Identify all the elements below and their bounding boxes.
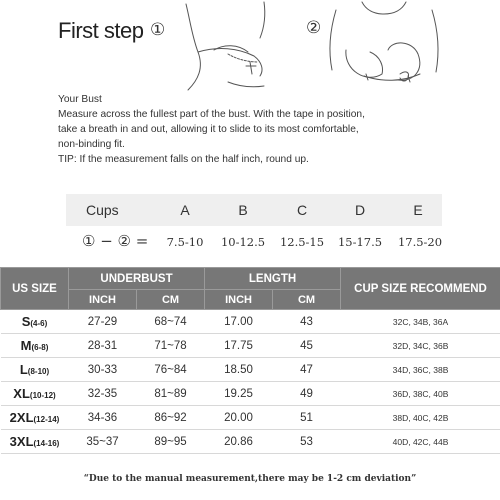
header-underbust-inch: INCH (69, 290, 137, 310)
measurement-deviation-note: “Due to the manual measurement,there may be 1-2 cm deviation” (83, 474, 417, 484)
size-cell: XL(10-12) (1, 382, 69, 406)
instructions-heading: Your Bust (58, 94, 102, 105)
length-inch-cell: 17.75 (205, 334, 273, 358)
cup-letter-a: A (180, 202, 190, 218)
underbust-cm-cell: 86~92 (137, 406, 205, 430)
length-inch-cell: 20.86 (205, 430, 273, 454)
bust-measurement-sketch-side (168, 0, 288, 92)
length-cm-cell: 53 (273, 430, 341, 454)
cup-recommend-cell: 32C, 34B, 36A (341, 310, 500, 334)
header-underbust-cm: CM (137, 290, 205, 310)
cup-recommend-cell: 40D, 42C, 44B (341, 430, 500, 454)
underbust-inch-cell: 28-31 (69, 334, 137, 358)
table-row (1, 382, 500, 406)
table-row (1, 406, 500, 430)
underbust-inch-cell: 32-35 (69, 382, 137, 406)
length-inch-cell: 20.00 (205, 406, 273, 430)
cup-range-d: 15-17.5 (337, 235, 383, 249)
size-chart-table (0, 267, 500, 454)
header-cup-size-recommend: CUP SIZE RECOMMEND (341, 268, 500, 310)
instructions-line-2: take a breath in and out, allowing it to slide to its most comfortable, (58, 124, 359, 135)
underbust-cm-cell: 76~84 (137, 358, 205, 382)
size-cell: M(6-8) (1, 334, 69, 358)
cup-difference-formula: ① − ② = (82, 232, 149, 250)
cup-letter-d: D (354, 202, 366, 218)
length-inch-cell: 18.50 (205, 358, 273, 382)
header-length-cm: CM (273, 290, 341, 310)
length-cm-cell: 43 (273, 310, 341, 334)
length-cm-cell: 47 (273, 358, 341, 382)
table-row (1, 310, 500, 334)
header-underbust: UNDERBUST (69, 268, 205, 290)
cup-range-b: 10-12.5 (220, 235, 266, 249)
size-cell: L(8-10) (1, 358, 69, 382)
size-cell: 3XL(14-16) (1, 430, 69, 454)
cup-recommend-cell: 32D, 34C, 36B (341, 334, 500, 358)
cup-range-e: 17.5-20 (397, 235, 443, 249)
measurement-instructions (58, 92, 365, 167)
cups-label: Cups (86, 202, 119, 218)
cup-range-a: 7.5-10 (166, 235, 204, 249)
underbust-inch-cell: 35~37 (69, 430, 137, 454)
size-cell: S(4-6) (1, 310, 69, 334)
page-title: First step (58, 18, 144, 43)
instructions-line-3: non-binding fit. (58, 139, 125, 150)
size-cell: 2XL(12-14) (1, 406, 69, 430)
header-us-size: US SIZE (1, 268, 69, 310)
step-1-marker: ① (150, 20, 166, 40)
underbust-inch-cell: 27-29 (69, 310, 137, 334)
length-cm-cell: 51 (273, 406, 341, 430)
underbust-cm-cell: 81~89 (137, 382, 205, 406)
instructions-tip: TIP: If the measurement falls on the half inch, round up. (58, 154, 309, 165)
instructions-line-1: Measure across the fullest part of the bust. With the tape in position, (58, 109, 365, 120)
length-inch-cell: 19.25 (205, 382, 273, 406)
table-row (1, 430, 500, 454)
underbust-cm-cell: 71~78 (137, 334, 205, 358)
step-2-marker: ② (306, 18, 322, 38)
table-row (1, 358, 500, 382)
underbust-cm-cell: 68~74 (137, 310, 205, 334)
length-cm-cell: 45 (273, 334, 341, 358)
cup-letter-b: B (238, 202, 248, 218)
cup-recommend-cell: 38D, 40C, 42B (341, 406, 500, 430)
underbust-cm-cell: 89~95 (137, 430, 205, 454)
length-cm-cell: 49 (273, 382, 341, 406)
bust-measurement-sketch-front (322, 0, 452, 92)
header-length: LENGTH (205, 268, 341, 290)
header-length-inch: INCH (205, 290, 273, 310)
cup-letter-e: E (413, 202, 423, 218)
underbust-inch-cell: 34-36 (69, 406, 137, 430)
cup-recommend-cell: 34D, 36C, 38B (341, 358, 500, 382)
cup-letter-c: C (296, 202, 308, 218)
cup-recommend-cell: 36D, 38C, 40B (341, 382, 500, 406)
underbust-inch-cell: 30-33 (69, 358, 137, 382)
table-row (1, 334, 500, 358)
cup-range-c: 12.5-15 (279, 235, 325, 249)
length-inch-cell: 17.00 (205, 310, 273, 334)
